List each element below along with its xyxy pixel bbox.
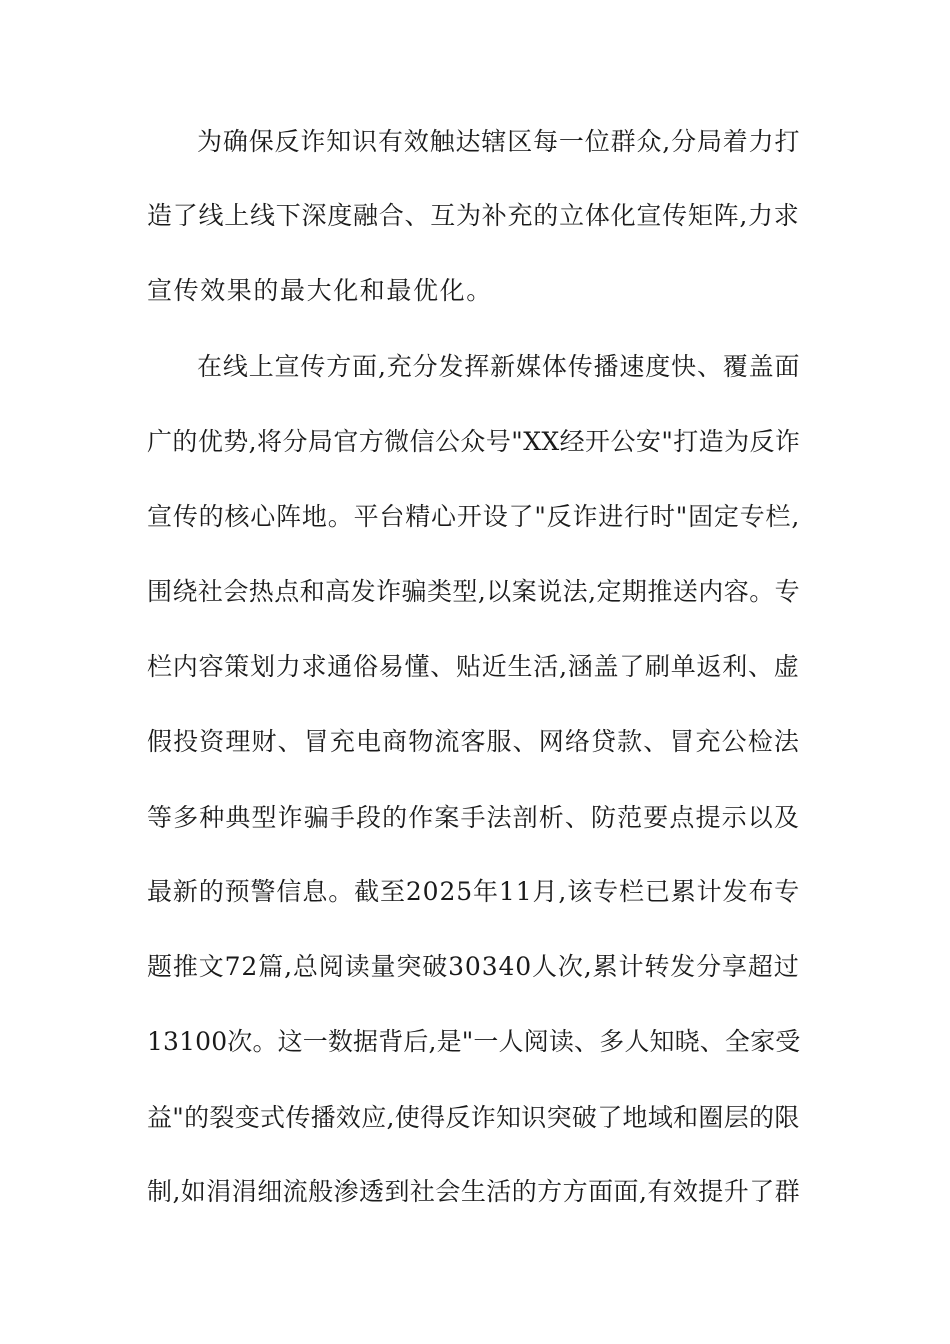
text-line: 宣传效果的最大化和最优化。: [147, 276, 493, 305]
text-line: 益"的裂变式传播效应,使得反诈知识突破了地域和圈层的限: [147, 1103, 800, 1132]
text-line: 题推文72篇,总阅读量突破30340人次,累计转发分享超过: [147, 952, 800, 981]
text-line: 栏内容策划力求通俗易懂、贴近生活,涵盖了刷单返利、虚: [147, 652, 800, 681]
text-line: 等多种典型诈骗手段的作案手法剖析、防范要点提示以及: [147, 803, 801, 832]
text-line: 13100次。这一数据背后,是"一人阅读、多人知晓、全家受: [147, 1027, 801, 1056]
text-line: 最新的预警信息。截至2025年11月,该专栏已累计发布专: [147, 877, 801, 906]
text-line: 制,如涓涓细流般渗透到社会生活的方方面面,有效提升了群: [147, 1177, 801, 1206]
text-line: 为确保反诈知识有效触达辖区每一位群众,分局着力打: [197, 127, 801, 156]
text-line: 假投资理财、冒充电商物流客服、网络贷款、冒充公检法: [147, 727, 801, 756]
text-line: 广的优势,将分局官方微信公众号"XX经开公安"打造为反诈: [147, 427, 801, 456]
text-line: 围绕社会热点和高发诈骗类型,以案说法,定期推送内容。专: [147, 577, 801, 606]
text-line: 宣传的核心阵地。平台精心开设了"反诈进行时"固定专栏,: [147, 502, 801, 531]
text-line: 造了线上线下深度融合、互为补充的立体化宣传矩阵,力求: [147, 201, 800, 230]
text-line: 在线上宣传方面,充分发挥新媒体传播速度快、覆盖面: [197, 352, 801, 381]
